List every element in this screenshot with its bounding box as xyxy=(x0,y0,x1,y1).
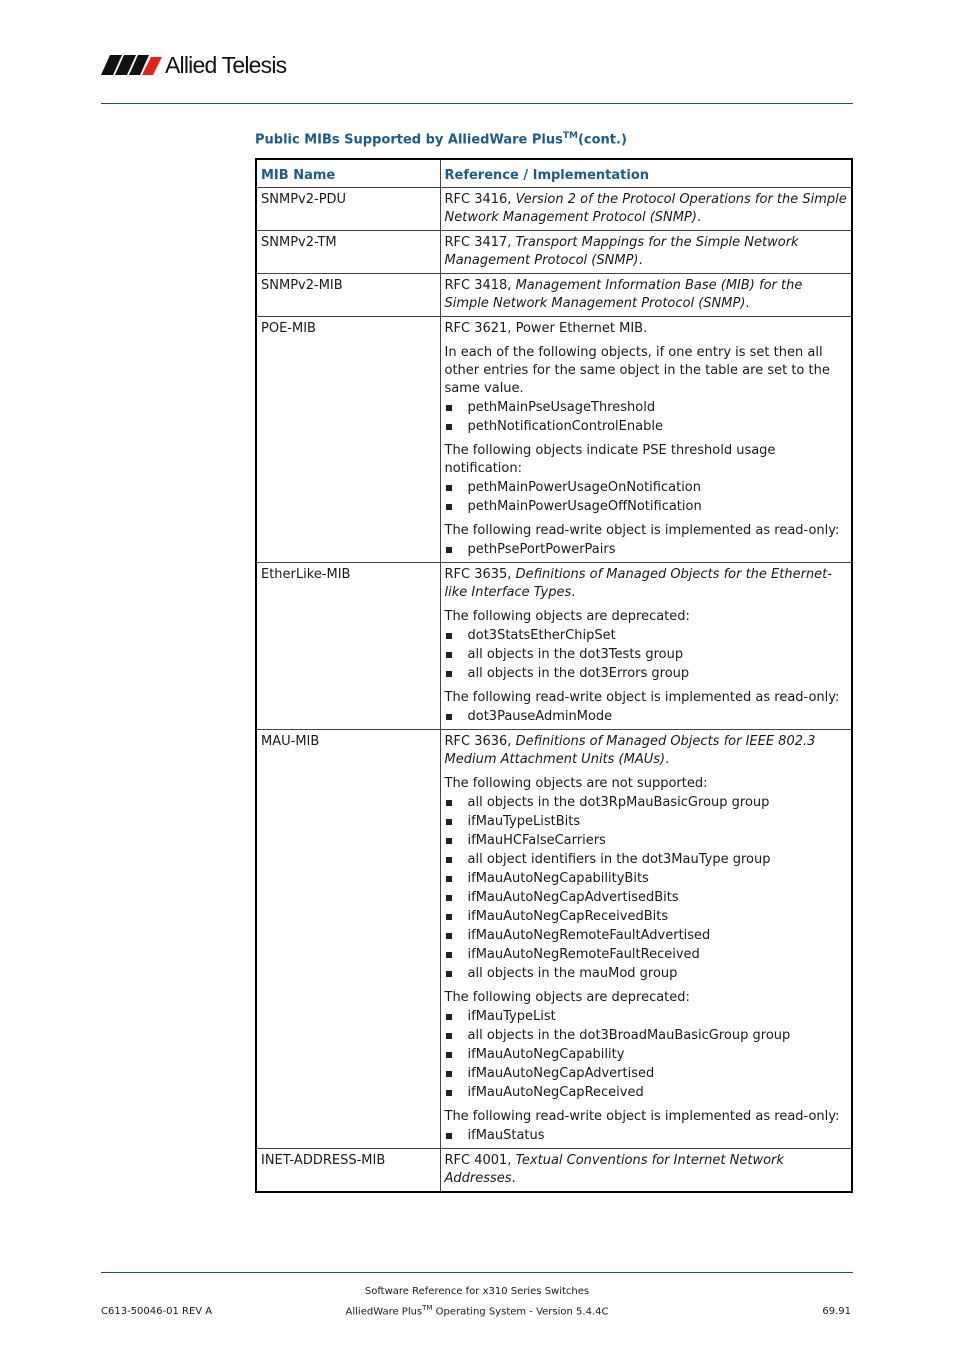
square-bullet-icon xyxy=(446,914,452,920)
object-list xyxy=(445,626,848,683)
reference-cell xyxy=(440,317,852,563)
list-item-text: ifMauHCFalseCarriers xyxy=(467,833,606,848)
square-bullet-icon xyxy=(446,671,452,677)
list-item xyxy=(445,831,848,850)
note-text: The following read-write object is implemented as read-only: xyxy=(444,690,840,705)
list-item xyxy=(445,945,848,964)
square-bullet-icon xyxy=(446,819,452,825)
list-item xyxy=(445,964,848,983)
list-item-text: ifMauAutoNegCapAdvertisedBits xyxy=(467,890,679,905)
list-item-text: pethNotificationControlEnable xyxy=(467,419,663,434)
note-text: The following objects are deprecated: xyxy=(444,609,690,624)
list-item-text: ifMauTypeList xyxy=(467,1009,556,1024)
table-row xyxy=(256,188,852,231)
reference-cell xyxy=(440,188,852,231)
list-item-text: ifMauAutoNegRemoteFaultAdvertised xyxy=(467,928,711,943)
table-title: Public MIBs Supported by AlliedWare Plus™(cont.) xyxy=(255,131,627,148)
reference-cell xyxy=(440,274,852,317)
reference-cell xyxy=(440,1149,852,1193)
list-item xyxy=(445,645,848,664)
list-item xyxy=(445,1064,848,1083)
square-bullet-icon xyxy=(446,1133,452,1139)
square-bullet-icon xyxy=(446,652,452,658)
footer-doc-id: C613-50046-01 REV A xyxy=(101,1306,213,1317)
mib-name-cell: EtherLike-MIB xyxy=(256,563,440,730)
square-bullet-icon xyxy=(446,876,452,882)
note-text: The following objects are deprecated: xyxy=(444,990,690,1005)
list-item-text: all objects in the dot3BroadMauBasicGroup group xyxy=(467,1028,791,1043)
note-text: The following read-write object is implemented as read-only: xyxy=(444,523,840,538)
list-item xyxy=(445,1045,848,1064)
column-header-reference: Reference / Implementation xyxy=(440,159,852,188)
reference-cell xyxy=(440,730,852,1149)
square-bullet-icon xyxy=(446,504,452,510)
list-item xyxy=(445,1026,848,1045)
mib-table xyxy=(255,158,853,1193)
table-row xyxy=(256,231,852,274)
list-item xyxy=(445,1007,848,1026)
list-item-text: ifMauAutoNegCapReceivedBits xyxy=(467,909,669,924)
list-item xyxy=(445,707,848,726)
square-bullet-icon xyxy=(446,933,452,939)
object-list xyxy=(445,540,848,559)
rfc-reference: RFC 3417, Transport Mappings for the Simple Network Management Protocol (SNMP). xyxy=(444,235,799,268)
list-item-text: dot3StatsEtherChipSet xyxy=(467,628,616,643)
note-text: The following read-write object is implemented as read-only: xyxy=(444,1109,840,1124)
list-item-text: all objects in the mauMod group xyxy=(467,966,678,981)
square-bullet-icon xyxy=(446,1071,452,1077)
note-text: The following objects indicate PSE threshold usage notification: xyxy=(444,443,776,476)
list-item xyxy=(445,1083,848,1102)
rfc-reference: RFC 3416, Version 2 of the Protocol Operations for the Simple Network Management Protocol (SNMP). xyxy=(444,192,847,225)
footer-doc-title: Software Reference for x310 Series Switches xyxy=(364,1286,590,1297)
list-item xyxy=(445,812,848,831)
list-item-text: pethMainPowerUsageOnNotification xyxy=(467,480,701,495)
note-text: In each of the following objects, if one entry is set then all other entries for the same object in the table are set to the same value. xyxy=(444,345,830,396)
square-bullet-icon xyxy=(446,424,452,430)
list-item xyxy=(445,869,848,888)
mib-name-cell: SNMPv2-PDU xyxy=(256,188,440,231)
mib-name-cell: MAU-MIB xyxy=(256,730,440,1149)
rfc-reference: RFC 3636, Definitions of Managed Objects for IEEE 802.3 Medium Attachment Units (MAUs). xyxy=(444,734,816,767)
list-item xyxy=(445,664,848,683)
list-item xyxy=(445,907,848,926)
square-bullet-icon xyxy=(446,857,452,863)
object-list xyxy=(445,707,848,726)
square-bullet-icon xyxy=(446,405,452,411)
rfc-reference: RFC 4001, Textual Conventions for Internet Network Addresses. xyxy=(444,1153,784,1186)
list-item-text: ifMauTypeListBits xyxy=(467,814,581,829)
square-bullet-icon xyxy=(446,895,452,901)
rfc-reference: RFC 3418, Management Information Base (MIB) for the Simple Network Management Protocol (SNMP). xyxy=(444,278,803,311)
list-item-text: pethPsePortPowerPairs xyxy=(467,542,616,557)
list-item-text: pethMainPseUsageThreshold xyxy=(467,400,656,415)
object-list xyxy=(445,1126,848,1145)
object-list xyxy=(445,398,848,436)
mib-name-cell: INET-ADDRESS-MIB xyxy=(256,1149,440,1193)
header-rule xyxy=(101,103,853,104)
table-header-row xyxy=(256,159,852,188)
square-bullet-icon xyxy=(446,1090,452,1096)
object-list xyxy=(445,793,848,983)
table-row xyxy=(256,1149,852,1193)
list-item xyxy=(445,850,848,869)
square-bullet-icon xyxy=(446,485,452,491)
square-bullet-icon xyxy=(446,971,452,977)
table-row xyxy=(256,563,852,730)
mib-name-cell: POE-MIB xyxy=(256,317,440,563)
square-bullet-icon xyxy=(446,1014,452,1020)
object-list xyxy=(445,1007,848,1102)
footer-page-number: 69.91 xyxy=(822,1306,851,1317)
allied-telesis-logo-mark-icon xyxy=(101,55,163,75)
list-item xyxy=(445,1126,848,1145)
list-item-text: ifMauAutoNegCapabilityBits xyxy=(467,871,649,886)
reference-cell xyxy=(440,231,852,274)
mib-name-cell: SNMPv2-MIB xyxy=(256,274,440,317)
list-item xyxy=(445,497,848,516)
square-bullet-icon xyxy=(446,633,452,639)
list-item xyxy=(445,626,848,645)
list-item-text: ifMauStatus xyxy=(467,1128,545,1143)
rfc-reference: RFC 3635, Definitions of Managed Objects for the Ethernet-like Interface Types. xyxy=(444,567,832,600)
list-item xyxy=(445,398,848,417)
list-item-text: ifMauAutoNegCapReceived xyxy=(467,1085,644,1100)
table-row xyxy=(256,730,852,1149)
table-row xyxy=(256,274,852,317)
square-bullet-icon xyxy=(446,1052,452,1058)
allied-telesis-logo xyxy=(101,52,286,78)
list-item-text: pethMainPowerUsageOffNotification xyxy=(467,499,702,514)
list-item-text: all objects in the dot3RpMauBasicGroup group xyxy=(467,795,770,810)
list-item-text: all objects in the dot3Tests group xyxy=(467,647,684,662)
logo-wordmark: Allied Telesis xyxy=(165,52,287,78)
list-item-text: ifMauAutoNegCapAdvertised xyxy=(467,1066,655,1081)
square-bullet-icon xyxy=(446,547,452,553)
column-header-mib-name: MIB Name xyxy=(256,159,440,188)
square-bullet-icon xyxy=(446,838,452,844)
mib-name-cell: SNMPv2-TM xyxy=(256,231,440,274)
square-bullet-icon xyxy=(446,800,452,806)
square-bullet-icon xyxy=(446,1033,452,1039)
table-body xyxy=(256,188,852,1193)
list-item xyxy=(445,417,848,436)
square-bullet-icon xyxy=(446,952,452,958)
list-item-text: ifMauAutoNegRemoteFaultReceived xyxy=(467,947,700,962)
list-item-text: ifMauAutoNegCapability xyxy=(467,1047,625,1062)
list-item xyxy=(445,540,848,559)
list-item xyxy=(445,478,848,497)
reference-cell xyxy=(440,563,852,730)
list-item-text: all objects in the dot3Errors group xyxy=(467,666,690,681)
footer-rule xyxy=(101,1272,853,1273)
note-text: The following objects are not supported: xyxy=(444,776,708,791)
rfc-reference: RFC 3621, Power Ethernet MIB. xyxy=(444,321,648,336)
list-item-text: all object identifiers in the dot3MauType group xyxy=(467,852,771,867)
object-list xyxy=(445,478,848,516)
table-row xyxy=(256,317,852,563)
square-bullet-icon xyxy=(446,714,452,720)
list-item-text: dot3PauseAdminMode xyxy=(467,709,613,724)
list-item xyxy=(445,926,848,945)
list-item xyxy=(445,888,848,907)
list-item xyxy=(445,793,848,812)
footer-os-version: AlliedWare Plus™ Operating System - Version 5.4.4C xyxy=(345,1304,609,1318)
